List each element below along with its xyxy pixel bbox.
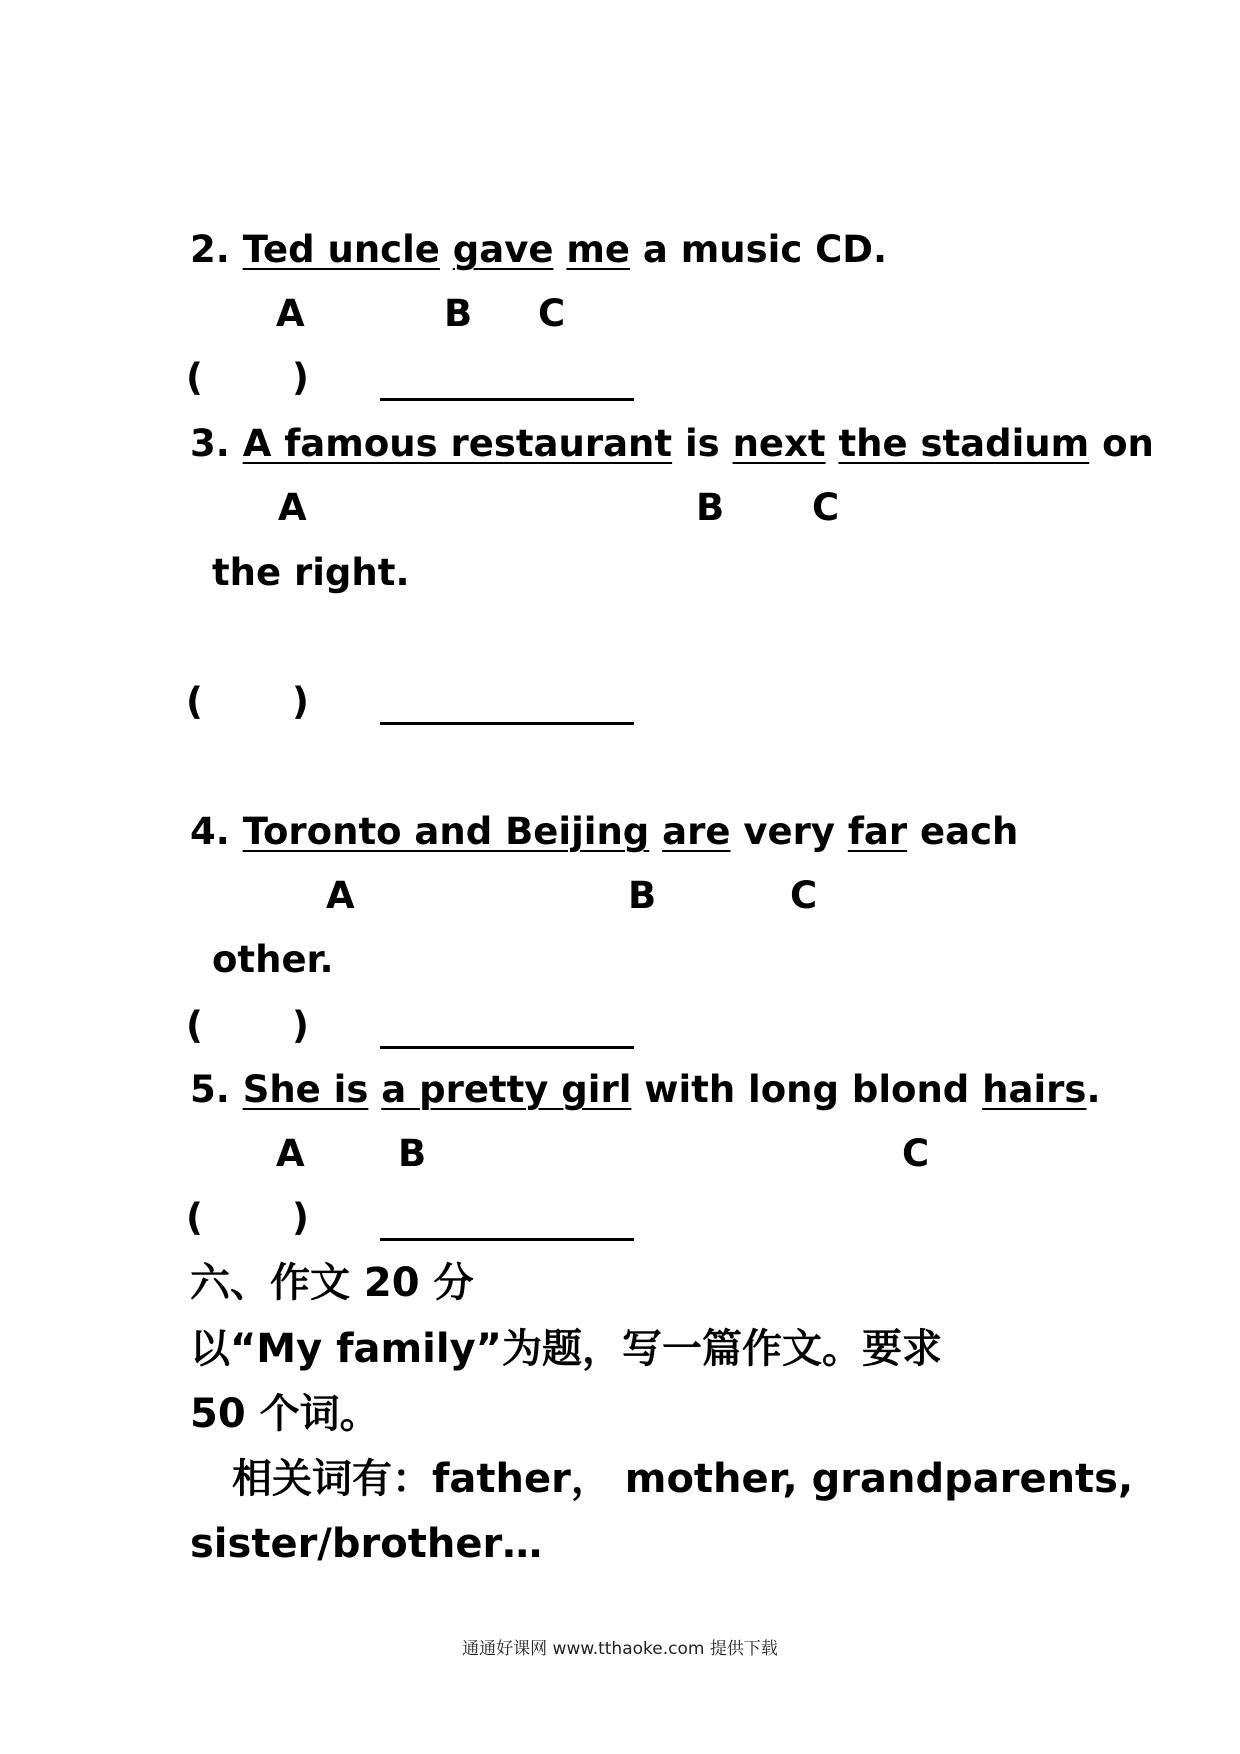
answer-blank[interactable] bbox=[380, 398, 634, 401]
question-number: 4. bbox=[190, 810, 243, 853]
spacer bbox=[440, 228, 453, 271]
answer-blank[interactable] bbox=[380, 1238, 634, 1241]
underlined-part-c: me bbox=[566, 228, 630, 271]
sentence-rest: . bbox=[1086, 1068, 1101, 1111]
label-a: A bbox=[276, 1132, 305, 1175]
label-c: C bbox=[538, 292, 566, 335]
question-4-continuation: other. bbox=[212, 938, 334, 981]
spacer bbox=[826, 422, 839, 465]
page-footer: 通通好课网 www.tthaoke.com 提供下载 bbox=[462, 1639, 778, 1659]
sentence-rest: each bbox=[907, 810, 1019, 853]
sentence-rest: a music CD. bbox=[629, 228, 888, 271]
label-b: B bbox=[444, 292, 473, 335]
related-words-line-1: 相关词有：father， mother, grandparents, bbox=[232, 1456, 1134, 1502]
label-c: C bbox=[790, 874, 818, 917]
question-number: 5. bbox=[190, 1068, 243, 1111]
label-b: B bbox=[628, 874, 657, 917]
spacer bbox=[553, 228, 566, 271]
underlined-part-a: Ted uncle bbox=[242, 228, 440, 271]
essay-prompt-line-1: 以“My family”为题，写一篇作文。要求 bbox=[190, 1326, 942, 1372]
label-c: C bbox=[812, 486, 840, 529]
underlined-part-a: She is bbox=[242, 1068, 369, 1111]
spacer bbox=[368, 1068, 381, 1111]
label-b: B bbox=[696, 486, 725, 529]
label-c: C bbox=[902, 1132, 930, 1175]
answer-paren-close: ) bbox=[292, 680, 309, 723]
question-4-sentence bbox=[190, 810, 1018, 854]
underlined-part-b: next bbox=[732, 422, 826, 465]
question-number: 3. bbox=[190, 422, 243, 465]
answer-paren-close: ) bbox=[292, 1196, 309, 1239]
spacer bbox=[649, 810, 662, 853]
sentence-rest: on bbox=[1089, 422, 1154, 465]
question-2-sentence bbox=[190, 228, 887, 272]
answer-paren-open: ( bbox=[186, 1196, 203, 1239]
underlined-part-b: gave bbox=[452, 228, 554, 271]
underlined-part-a: A famous restaurant bbox=[242, 422, 673, 465]
label-a: A bbox=[326, 874, 355, 917]
section-6-heading: 六、作文 20 分 bbox=[190, 1260, 474, 1306]
spacer: with long blond bbox=[631, 1068, 983, 1111]
related-words-line-2: sister/brother… bbox=[190, 1521, 543, 1567]
answer-paren-open: ( bbox=[186, 356, 203, 399]
label-a: A bbox=[278, 486, 307, 529]
answer-blank[interactable] bbox=[380, 722, 634, 725]
label-b: B bbox=[398, 1132, 427, 1175]
question-5-sentence bbox=[190, 1068, 1101, 1112]
underlined-part-b: are bbox=[662, 810, 731, 853]
question-number: 2. bbox=[190, 228, 243, 271]
underlined-part-c: the stadium bbox=[838, 422, 1090, 465]
underlined-part-c: far bbox=[847, 810, 908, 853]
answer-paren-open: ( bbox=[186, 1004, 203, 1047]
underlined-part-b: a pretty girl bbox=[381, 1068, 632, 1111]
answer-paren-open: ( bbox=[186, 680, 203, 723]
essay-prompt-line-2: 50 个词。 bbox=[190, 1391, 380, 1437]
label-a: A bbox=[276, 292, 305, 335]
answer-blank[interactable] bbox=[380, 1046, 634, 1049]
answer-paren-close: ) bbox=[292, 1004, 309, 1047]
underlined-part-a: Toronto and Beijing bbox=[242, 810, 650, 853]
question-3-continuation: the right. bbox=[212, 551, 410, 594]
underlined-part-c: hairs bbox=[982, 1068, 1087, 1111]
question-3-sentence bbox=[190, 422, 1154, 466]
spacer: very bbox=[730, 810, 848, 853]
answer-paren-close: ) bbox=[292, 356, 309, 399]
spacer: is bbox=[672, 422, 733, 465]
